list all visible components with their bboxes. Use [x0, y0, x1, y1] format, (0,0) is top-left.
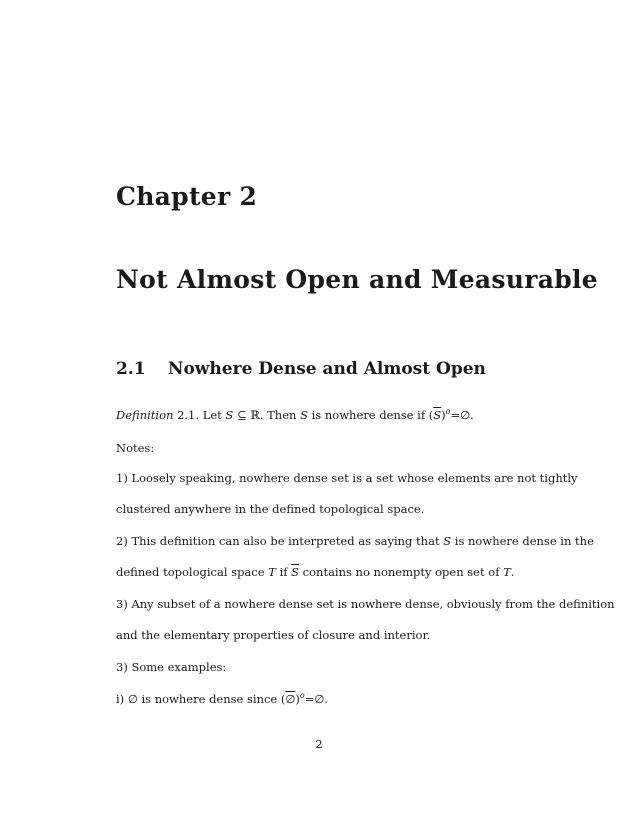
note-2-line-1 [116, 533, 594, 549]
math-var-t: T [503, 565, 511, 579]
note-text: if [279, 565, 288, 579]
math-paren: ) [441, 407, 446, 422]
chapter-label: Chapter 2 [116, 182, 258, 211]
math-closure-s: $\overline{S}$ [291, 565, 300, 579]
note-1-line-2: clustered anywhere in the defined topological space. [116, 502, 425, 516]
note-4-line-1: 3) Some examples: [116, 660, 227, 674]
math-interior-mark: o [445, 407, 451, 416]
example-1 [116, 688, 328, 707]
notes-heading: Notes: [116, 441, 155, 455]
note-text: is nowhere dense in the [454, 534, 594, 548]
page-number: 2 [315, 737, 323, 751]
definition-number: 2.1. [177, 407, 200, 422]
math-closure-s: $\overline{S}$ [433, 407, 442, 422]
math-var-s: S [225, 407, 234, 422]
definition-text: =∅. [450, 407, 474, 422]
section-title: Nowhere Dense and Almost Open [167, 359, 486, 379]
definition-text: ⊆ ℝ. Then [236, 407, 297, 422]
note-text: 2) This definition can also be interpreted as saying that [116, 534, 440, 548]
note-3-line-1: 3) Any subset of a nowhere dense set is nowhere dense, obviously from the definition [116, 597, 615, 611]
note-1-line-1: 1) Loosely speaking, nowhere dense set is a set whose elements are not tightly [116, 471, 578, 485]
definition-text: is nowhere dense if ( [311, 407, 434, 422]
note-text: . [510, 565, 515, 579]
note-2-line-2 [116, 564, 514, 580]
example-text: =∅. [304, 691, 329, 706]
section-heading [116, 359, 486, 379]
definition-text: Let [202, 407, 222, 422]
math-interior-mark: o [299, 691, 305, 700]
example-text: i) ∅ is nowhere dense since ( [116, 691, 286, 706]
definition-label: Definition [116, 407, 174, 422]
chapter-title: Not Almost Open and Measurable [116, 265, 599, 294]
definition-line [116, 404, 474, 423]
note-text: defined topological space [116, 565, 265, 579]
math-var-t: T [268, 565, 276, 579]
math-var-s: S [300, 407, 308, 422]
note-3-line-2: and the elementary properties of closure and interior. [116, 628, 431, 642]
section-number: 2.1 [116, 359, 146, 379]
math-closure-empty: ∅ [285, 691, 296, 706]
note-text: contains no nonempty open set of [302, 565, 500, 579]
math-paren: ) [295, 691, 300, 706]
math-var-s: S [443, 534, 452, 548]
